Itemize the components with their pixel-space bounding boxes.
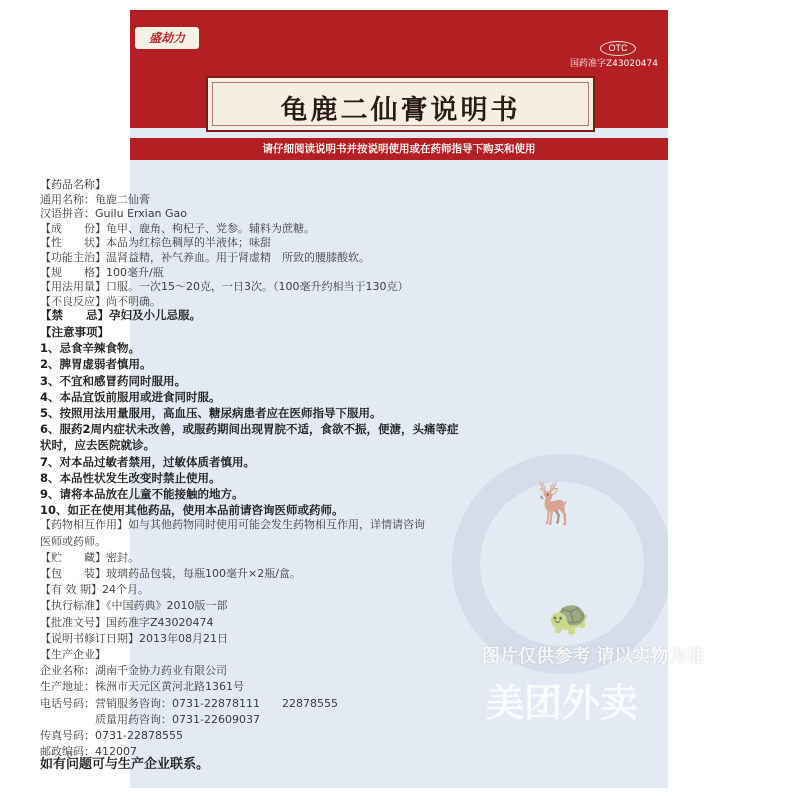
- instruction-line: 传真号码：0731-22878555: [40, 729, 183, 742]
- instruction-line: 通用名称：龟鹿二仙膏: [40, 192, 150, 206]
- page-title: 龟鹿二仙膏说明书: [280, 95, 521, 126]
- instruction-line: 【药物相互作用】如与其他药物同时使用可能会发生药物相互作用，详情请咨询: [40, 518, 425, 532]
- instruction-line: 2、脾胃虚弱者慎用。: [40, 357, 152, 372]
- instruction-line: 【功能主治】温肾益精，补气养血。用于肾虚精 所致的腰膝酸软。: [40, 251, 370, 264]
- instruction-line: 【不良反应】尚不明确。: [40, 294, 161, 308]
- title-panel: [206, 76, 595, 132]
- instruction-line: 【药品名称】: [40, 178, 106, 191]
- instruction-line: 1、忌食辛辣食物。: [40, 341, 141, 356]
- instruction-line: 8、本品性状发生改变时禁止使用。: [40, 470, 221, 485]
- instruction-line: 【说明书修订日期】2013年08月21日: [40, 631, 228, 645]
- instruction-line: 5、按照用法用量服用，高血压、糖尿病患者应在医师指导下服用。: [40, 406, 382, 420]
- instruction-line: 汉语拼音：Guilu Erxian Gao: [40, 207, 188, 221]
- instruction-line: 状时，应去医院就诊。: [40, 438, 155, 453]
- header-band: [130, 10, 668, 128]
- instruction-line: 【禁 忌】孕妇及小儿忌服。: [40, 308, 201, 323]
- instruction-line: 【执行标准】《中国药典》2010版一部: [40, 599, 228, 613]
- contact-footer: 如有问题可与生产企业联系。: [40, 757, 210, 772]
- instruction-line: 【用法用量】口服。一次15～20克，一日3次。（100毫升约相当于130克）: [40, 280, 409, 294]
- approval-number: 国药准字Z43020474: [570, 59, 658, 69]
- instruction-line: 7、对本品过敏者禁用，过敏体质者慎用。: [40, 454, 255, 469]
- instruction-line: 电话号码：营销服务咨询：0731-22878111 22878555: [40, 696, 338, 710]
- instruction-line: 3、不宜和感冒药同时服用。: [40, 373, 187, 388]
- instruction-line: 【成 份】龟甲、鹿角、枸杞子、党参。辅料为蔗糖。: [40, 221, 315, 235]
- instruction-line: 9、请将本品放在儿童不能接触的地方。: [40, 487, 244, 501]
- instruction-line: 生产地址：株洲市天元区黄河北路1361号: [40, 680, 244, 694]
- watermark-text: 图片仅供参考 请以实物为准: [482, 646, 705, 667]
- instruction-line: 10、如正在使用其他药品，使用本品前请咨询医师或药师。: [40, 503, 344, 518]
- instruction-line: 【性 状】本品为红棕色稠厚的半液体；味甜: [40, 236, 271, 250]
- instruction-line: 【规 格】100毫升/瓶: [40, 265, 164, 279]
- otc-badge: OTC: [600, 41, 636, 56]
- instruction-line: 【有 效 期】24个月。: [40, 583, 149, 597]
- instruction-line: 6、服药2周内症状未改善，或服药期间出现胃脘不适，食欲不振，便溏，头痛等症: [40, 422, 459, 437]
- brand-logo: 盛劫力: [135, 27, 199, 49]
- turtle-icon: 🐢: [548, 598, 591, 638]
- instruction-line: 质量用药咨询：0731-22609037: [40, 712, 260, 726]
- instruction-line: 企业名称：湖南千金协力药业有限公司: [40, 664, 227, 678]
- instruction-line: 【贮 藏】密封。: [40, 550, 139, 564]
- instruction-line: 【生产企业】: [40, 648, 106, 661]
- deer-icon: 🦌: [530, 481, 580, 527]
- instruction-line: 【批准文号】国药准字Z43020474: [40, 615, 214, 629]
- instruction-line: 【注意事项】: [40, 325, 109, 339]
- instruction-line: 4、本品宜饭前服用或进食同时服。: [40, 389, 221, 404]
- instruction-line: 【包 装】玻璃药品包装，每瓶100毫升×2瓶/盒。: [40, 567, 301, 580]
- usage-notice: 请仔细阅读说明书并按说明使用或在药师指导下购买和使用: [130, 138, 668, 160]
- instruction-line: 邮政编码：412007: [40, 745, 137, 759]
- instruction-line: 医师或药师。: [40, 534, 106, 548]
- watermark-logo: 美团外卖: [486, 681, 639, 725]
